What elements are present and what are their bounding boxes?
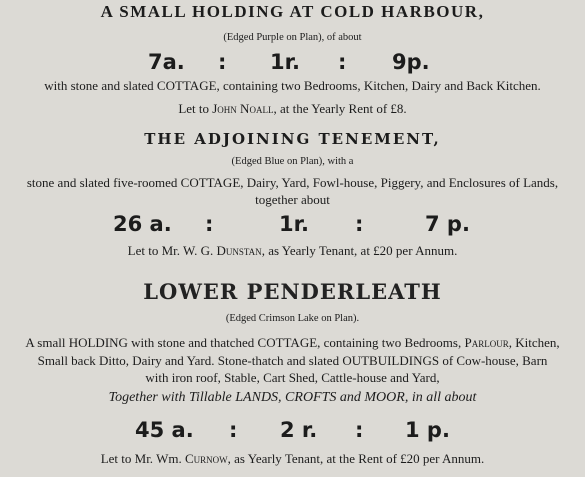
- holding2-let: [0, 243, 585, 259]
- holding1-let: [0, 101, 585, 117]
- tenant-name: Curnow: [184, 451, 228, 466]
- measure-acres: 7a.: [148, 50, 185, 74]
- holding3-note: (Edged Crimson Lake on Plan).: [225, 313, 360, 324]
- holding1-note: (Edged Purple on Plan), of about: [223, 32, 362, 43]
- measure-acres: 26 a.: [113, 212, 172, 236]
- holding2-title: THE ADJOINING TENEMENT,: [144, 130, 441, 148]
- holding1-measure: [0, 50, 585, 74]
- holding3-measure: [0, 418, 585, 442]
- let-suffix: , at the Yearly Rent of £8.: [273, 101, 407, 116]
- description-text: , Kitchen,: [508, 335, 560, 350]
- let-prefix: Let to Mr. W. G.: [127, 243, 214, 258]
- holding3-description-line2: Small back Ditto, Dairy and Yard. Stone-thatch and slated OUTBUILDINGS of Cow-house, Barn: [37, 353, 548, 368]
- holding2-note: (Edged Blue on Plan), with a: [231, 156, 354, 167]
- let-suffix: , as Yearly Tenant, at £20 per Annum.: [261, 243, 458, 258]
- holding2-measure: [0, 212, 585, 236]
- let-prefix: Let to: [178, 101, 209, 116]
- holding3-let: [0, 451, 585, 467]
- holding2-description-line2: together about: [255, 192, 330, 207]
- measure-sep: :: [218, 50, 227, 74]
- description-text: A small HOLDING with stone and thatched COTTAGE, containing two Bedrooms,: [25, 335, 462, 350]
- holding3-title: LOWER PENDERLEATH: [143, 279, 442, 304]
- measure-sep: :: [355, 212, 364, 236]
- measure-sep: :: [338, 50, 347, 74]
- holding1-description: with stone and slated COTTAGE, containing two Bedrooms, Kitchen, Dairy and Back Kitchen.: [44, 78, 541, 93]
- measure-sep: :: [205, 212, 214, 236]
- holding3-together: Together with Tillable LANDS, CROFTS and MOOR, in all about: [108, 390, 477, 405]
- measure-perches: 7 p.: [425, 212, 470, 236]
- measure-roods: 1r.: [279, 212, 309, 236]
- measure-sep: :: [229, 418, 238, 442]
- tenant-name: John Noall: [212, 101, 274, 116]
- description-smallcaps: Parlour: [464, 335, 509, 350]
- tenant-name: Dunstan: [216, 243, 262, 258]
- measure-sep: :: [355, 418, 364, 442]
- measure-perches: 1 p.: [405, 418, 450, 442]
- measure-roods: 2 r.: [280, 418, 318, 442]
- holding1-title: A SMALL HOLDING AT COLD HARBOUR,: [100, 2, 485, 21]
- holding2-description-line1: stone and slated five-roomed COTTAGE, Dairy, Yard, Fowl-house, Piggery, and Enclosures of Lands,: [26, 175, 559, 190]
- let-suffix: , as Yearly Tenant, at the Rent of £20 per Annum.: [227, 451, 485, 466]
- holding3-description-line3: with iron roof, Stable, Cart Shed, Cattle-house and Yard,: [145, 370, 440, 385]
- measure-perches: 9p.: [392, 50, 430, 74]
- let-prefix: Let to Mr. Wm.: [100, 451, 182, 466]
- measure-acres: 45 a.: [135, 418, 194, 442]
- holding3-description-line1: [0, 335, 585, 351]
- measure-roods: 1r.: [270, 50, 300, 74]
